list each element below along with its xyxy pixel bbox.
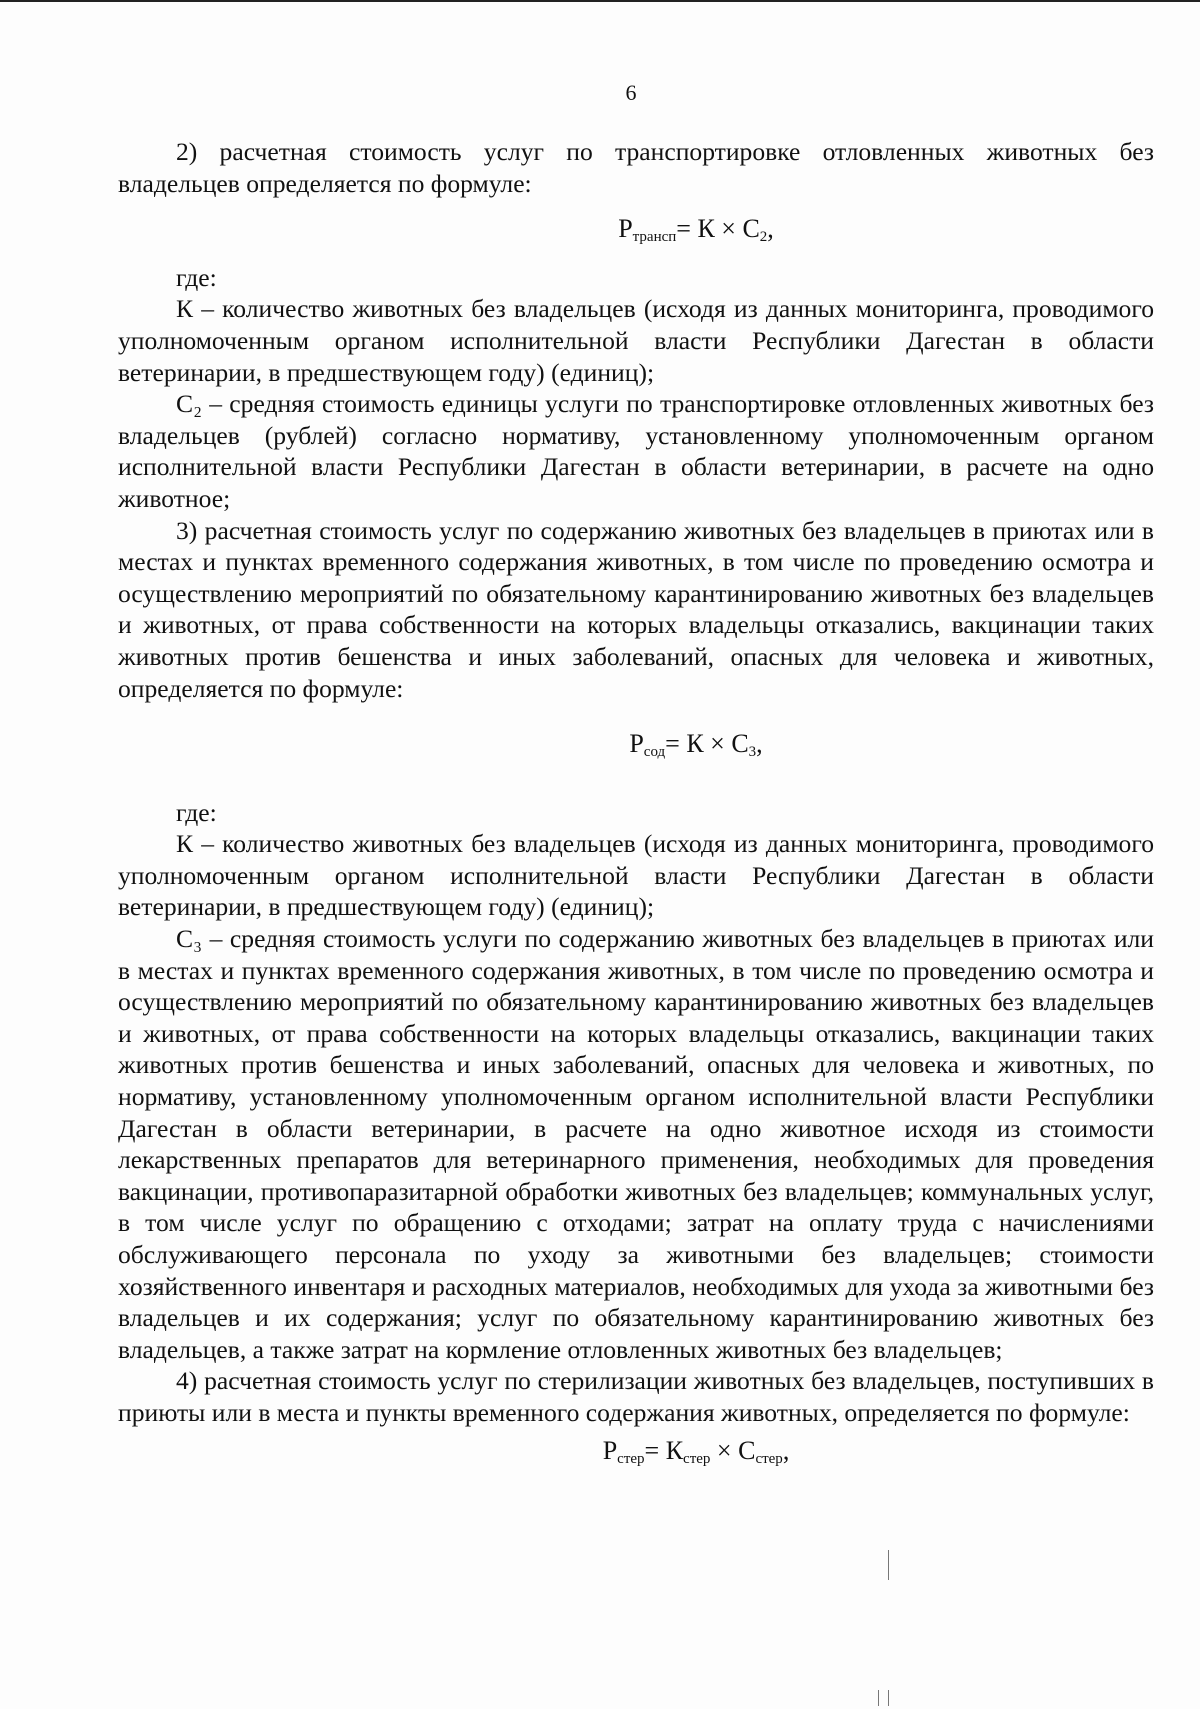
paragraph-sterilization-intro: 4) расчетная стоимость услуг по стерилизации животных без владельцев, поступивших в приюты или в места и пункты временного содержания животных, определяется по формуле: bbox=[118, 1366, 1154, 1427]
scan-artifact bbox=[888, 1550, 889, 1580]
where-label: где: bbox=[176, 262, 217, 292]
formula-symbol: Р bbox=[629, 729, 644, 759]
scan-artifact bbox=[878, 1690, 879, 1706]
definition-k-1: К – количество животных без владельцев (исходя из данных мониторинга, проводимого уполномоченным органом исполнительной власти Республики Дагестан в области ветеринарии, в предшествующем году) (единиц); bbox=[118, 294, 1154, 387]
definition-c2: С₂ – средняя стоимость единицы услуги по транспортировке отловленных животных без владельцев (рублей) согласно нормативу, установленному уполномоченным органом исполнительной власти Республики Дагестан в области ветеринарии, в расчете на одно животное; bbox=[118, 389, 1154, 513]
formula-symbol: Р bbox=[602, 1435, 618, 1465]
formula-expression: = К × С bbox=[665, 729, 749, 759]
definition-c3: С₃ – средняя стоимость услуги по содержанию животных без владельцев в приютах или в местах и пунктах временного содержания животных, в том числе по проведению осмотра и осуществлению мероприятий по обязательному карантинированию животных без владельцев и животных, от права собственности на которых владельцы отказались, вакцинации таких животных против бешенства и иных заболеваний, опасных для человека и животных, по нормативу, установленному уполномоченным органом исполнительной власти Республики Дагестан в области ветеринарии, в расчете на одно животное исходя из стоимости лекарственных препаратов для ветеринарного применения, необходимых для проведения вакцинации, противопаразитарной обработки животных без владельцев; коммунальных услуг, в том числе услуг по обращению с отходами; затрат на оплату труда с начислениями обслуживающего персонала по уходу за животными без владельцев; стоимости хозяйственного инвентаря и расходных материалов, необходимых для ухода за животными без владельцев и их содержания; услуг по обязательному карантинированию животных без владельцев, а также затрат на кормление отловленных животных без владельцев; bbox=[118, 924, 1154, 1364]
scan-top-edge bbox=[0, 0, 1200, 2]
document-body bbox=[118, 136, 1154, 1475]
formula-subscript: стер bbox=[683, 1450, 711, 1467]
formula-symbol: Р bbox=[618, 214, 633, 244]
page-number: 6 bbox=[625, 80, 637, 105]
formula-subscript: стер bbox=[755, 1450, 783, 1467]
formula-subscript: 2 bbox=[759, 229, 768, 246]
formula-expression: = К bbox=[644, 1435, 684, 1465]
definition-k-2: К – количество животных без владельцев (исходя из данных мониторинга, проводимого уполномоченным органом исполнительной власти Республики Дагестан в области ветеринарии, в предшествующем году) (единиц); bbox=[118, 829, 1154, 922]
formula-maintenance bbox=[118, 728, 1154, 769]
formula-sterilization bbox=[118, 1435, 1154, 1476]
formula-subscript: сод bbox=[643, 744, 666, 761]
formula-tail: , bbox=[756, 729, 763, 759]
formula-subscript: стер bbox=[617, 1450, 645, 1467]
formula-subscript: трансп bbox=[632, 229, 677, 246]
formula-tail: , bbox=[782, 1435, 790, 1465]
paragraph-maintenance-intro: 3) расчетная стоимость услуг по содержанию животных без владельцев в приютах или в местах и пунктах временного содержания животных, в том числе по проведению осмотра и осуществлению мероприятий по обязательному карантинированию животных без владельцев и животных, от права собственности на которых владельцы отказались, вакцинации таких животных против бешенства и иных заболеваний, опасных для человека и животных, определяется по формуле: bbox=[118, 515, 1154, 703]
scan-artifact bbox=[888, 1690, 889, 1706]
where-label: где: bbox=[176, 797, 217, 827]
formula-tail: , bbox=[767, 214, 774, 244]
formula-expression: × С bbox=[710, 1435, 756, 1465]
formula-transport bbox=[118, 213, 1154, 254]
formula-expression: = К × С bbox=[676, 214, 760, 244]
paragraph-transport-intro: 2) расчетная стоимость услуг по транспортировке отловленных животных без владельцев определяется по формуле: bbox=[118, 137, 1154, 198]
formula-subscript: 3 bbox=[748, 744, 757, 761]
